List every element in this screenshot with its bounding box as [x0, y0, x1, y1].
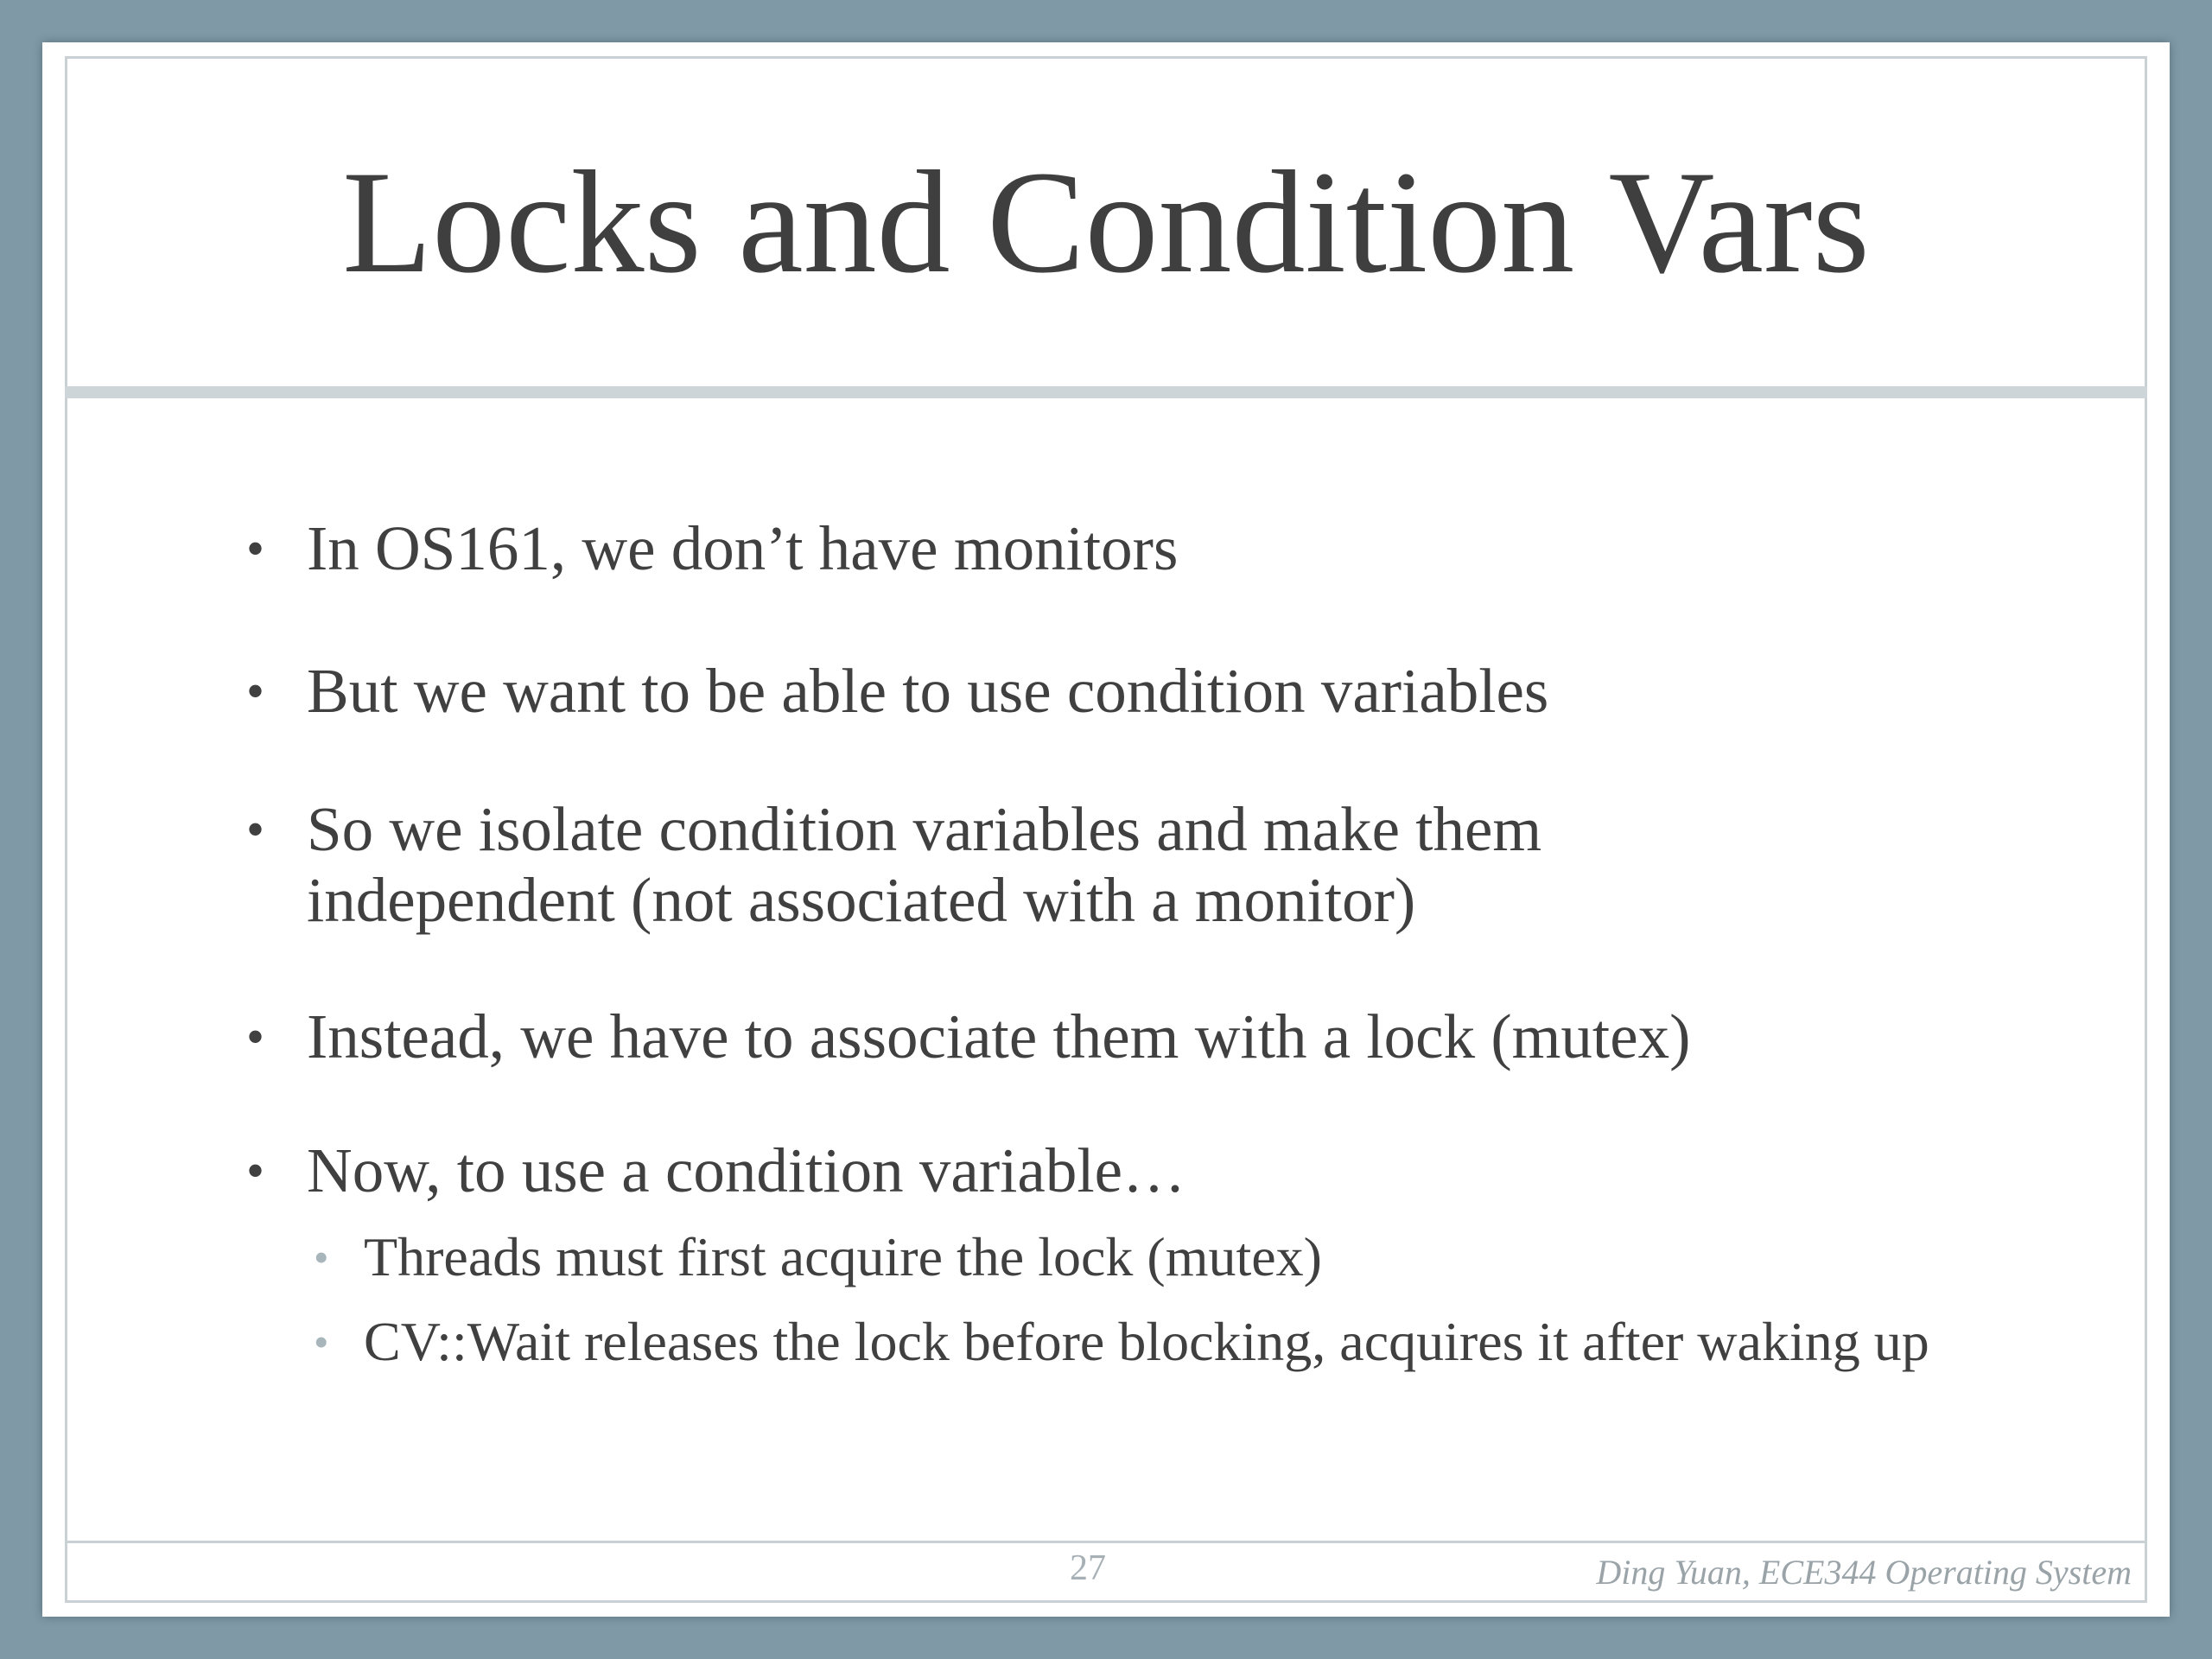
footer-divider [65, 1541, 2147, 1543]
sub-bullet-text: Threads must first acquire the lock (mutex) [364, 1226, 1322, 1287]
bullet-marker: • [246, 1008, 265, 1065]
bullet-text: Instead, we have to associate them with a lock (mutex) [307, 1001, 1691, 1071]
bullet-item [246, 1001, 1983, 1072]
bullet-marker: • [246, 1142, 265, 1199]
bullet-item [246, 1135, 1983, 1206]
bullet-text: So we isolate condition variables and make them independent (not associated with a monitor) [307, 794, 1542, 935]
bullet-text: In OS161, we don’t have monitors [307, 513, 1179, 583]
bullet-item [246, 656, 1983, 727]
bullet-item [246, 794, 1793, 936]
slide [42, 42, 2170, 1617]
bullet-item [246, 513, 1983, 584]
sub-bullet-item [314, 1224, 1988, 1290]
footer-credit: Ding Yuan, ECE344 Operating System [1596, 1553, 2132, 1592]
sub-bullet-text: CV::Wait releases the lock before blocking, acquires it after waking up [364, 1311, 1929, 1372]
bullet-list [42, 42, 2170, 1617]
bullet-marker: • [246, 520, 265, 577]
bullet-text: Now, to use a condition variable… [307, 1135, 1186, 1205]
bullet-marker: • [246, 663, 265, 720]
page-number: 27 [1070, 1548, 1106, 1588]
slide-title: Locks and Condition Vars [342, 141, 1870, 303]
sub-bullet-marker: • [314, 1318, 329, 1366]
sub-bullet-item [314, 1309, 1988, 1375]
sub-bullet-marker: • [314, 1233, 329, 1281]
bullet-text: But we want to be able to use condition variables [307, 656, 1549, 726]
bullet-marker: • [246, 801, 265, 858]
